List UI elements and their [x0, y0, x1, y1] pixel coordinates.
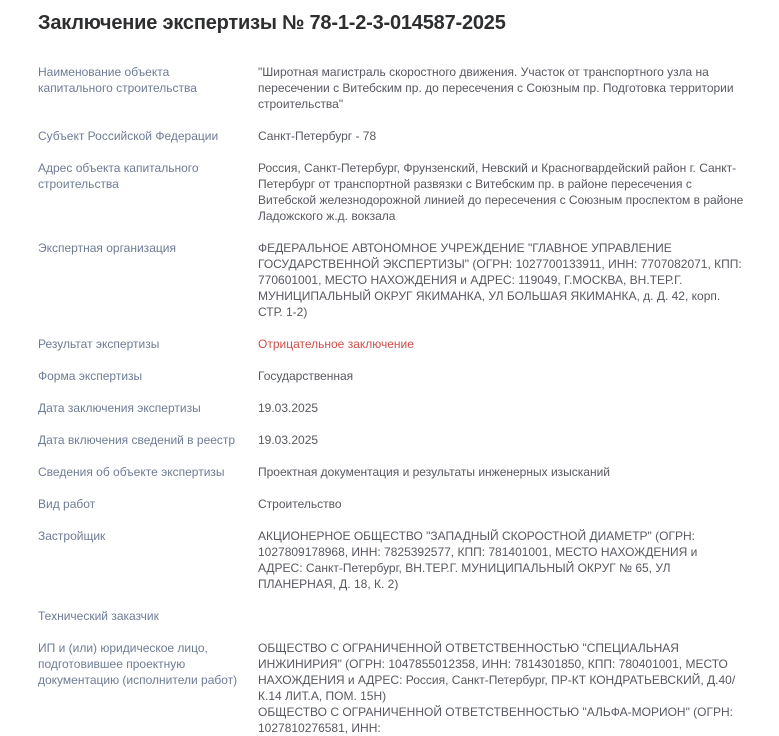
field-row	[38, 640, 745, 736]
field-row	[38, 368, 745, 384]
field-value: Проектная документация и результаты инженерных изысканий	[258, 465, 610, 479]
field-label: Сведения об объекте экспертизы	[38, 465, 225, 479]
field-value: "Широтная магистраль скоростного движения. Участок от транспортного узла на пересечении с Витебским пр. до пересечения с Союзным пр. Подготовка территории строительства"	[258, 65, 734, 111]
field-label: Дата включения сведений в реестр	[38, 433, 236, 447]
field-label: Наименование объекта капитального строительства	[38, 65, 197, 95]
field-value: ФЕДЕРАЛЬНОЕ АВТОНОМНОЕ УЧРЕЖДЕНИЕ "ГЛАВНОЕ УПРАВЛЕНИЕ ГОСУДАРСТВЕННОЙ ЭКСПЕРТИЗЫ" (ОГРН: 1027700133911, ИНН: 7707082071, КПП: 770601001, МЕСТО НАХОЖДЕНИЯ и АДРЕС: 119049, Г.МОСКВА, ВН.ТЕР.Г. МУНИЦИПАЛЬНЫЙ ОКРУГ ЯКИМАНКА, УЛ БОЛЬШАЯ ЯКИМАНКА, д. Д. 42, корп. СТР. 1-2)	[258, 241, 742, 319]
field-label: Адрес объекта капитального строительства	[38, 161, 199, 191]
field-value: ОБЩЕСТВО С ОГРАНИЧЕННОЙ ОТВЕТСТВЕННОСТЬЮ "СПЕЦИАЛЬНАЯ ИНЖИНИРИЯ" (ОГРН: 1047855012358, ИНН: 7814301850, КПП: 780401001, МЕСТО НАХОЖДЕНИЯ и АДРЕС: Россия, Санкт-Петербург, ПР-КТ КОНДРАТЬЕВСКИЙ, Д.40/К.14 ЛИТ.А, ПОМ. 15Н) ОБЩЕСТВО С ОГРАНИЧЕННОЙ ОТВЕТСТВЕННОСТЬЮ "АЛЬФА-МОРИОН" (ОГРН: 1027810276581, ИНН:	[258, 641, 736, 735]
field-label: Форма экспертизы	[38, 369, 143, 383]
field-row	[38, 64, 745, 112]
field-row	[38, 240, 745, 320]
field-label: Экспертная организация	[38, 241, 176, 255]
field-label: Дата заключения экспертизы	[38, 401, 201, 415]
page-title: Заключение экспертизы № 78-1-2-3-014587-2025	[38, 12, 506, 34]
field-label: Вид работ	[38, 497, 96, 511]
field-label: Технический заказчик	[38, 609, 159, 623]
field-label: Результат экспертизы	[38, 337, 160, 351]
field-value: Государственная	[258, 369, 354, 383]
field-value: Россия, Санкт-Петербург, Фрунзенский, Невский и Красногвардейский район г. Санкт-Петербург от транспортной развязки с Витебским пр. в районе пересечения с Витебской железнодорожной линией до пересечения с Союзным проспектом в районе Ладожского ж.д. вокзала	[258, 161, 744, 223]
field-row	[38, 160, 745, 224]
field-row	[38, 400, 745, 416]
field-value: Отрицательное заключение	[258, 337, 414, 351]
field-value: Санкт-Петербург - 78	[258, 129, 377, 143]
field-row	[38, 432, 745, 448]
field-value	[258, 608, 745, 624]
field-row	[38, 464, 745, 480]
field-row	[38, 128, 745, 144]
field-label: ИП и (или) юридическое лицо, подготовившее проектную документацию (исполнители работ)	[38, 641, 238, 687]
field-row	[38, 336, 745, 352]
field-label: Субъект Российской Федерации	[38, 129, 219, 143]
field-value: АКЦИОНЕРНОЕ ОБЩЕСТВО "ЗАПАДНЫЙ СКОРОСТНОЙ ДИАМЕТР" (ОГРН: 1027809178968, ИНН: 7825392577, КПП: 781401001, МЕСТО НАХОЖДЕНИЯ и АДРЕС: Санкт-Петербург, ВН.ТЕР.Г. МУНИЦИПАЛЬНЫЙ ОКРУГ № 65, УЛ ПЛАНЕРНАЯ, Д. 18, К. 2)	[258, 529, 698, 591]
field-value: Строительство	[258, 497, 342, 511]
field-row	[38, 496, 745, 512]
field-row	[38, 608, 745, 624]
field-label: Застройщик	[38, 529, 106, 543]
field-row	[38, 528, 745, 592]
field-value: 19.03.2025	[258, 433, 319, 447]
field-value: 19.03.2025	[258, 401, 319, 415]
fields-list	[38, 64, 745, 736]
